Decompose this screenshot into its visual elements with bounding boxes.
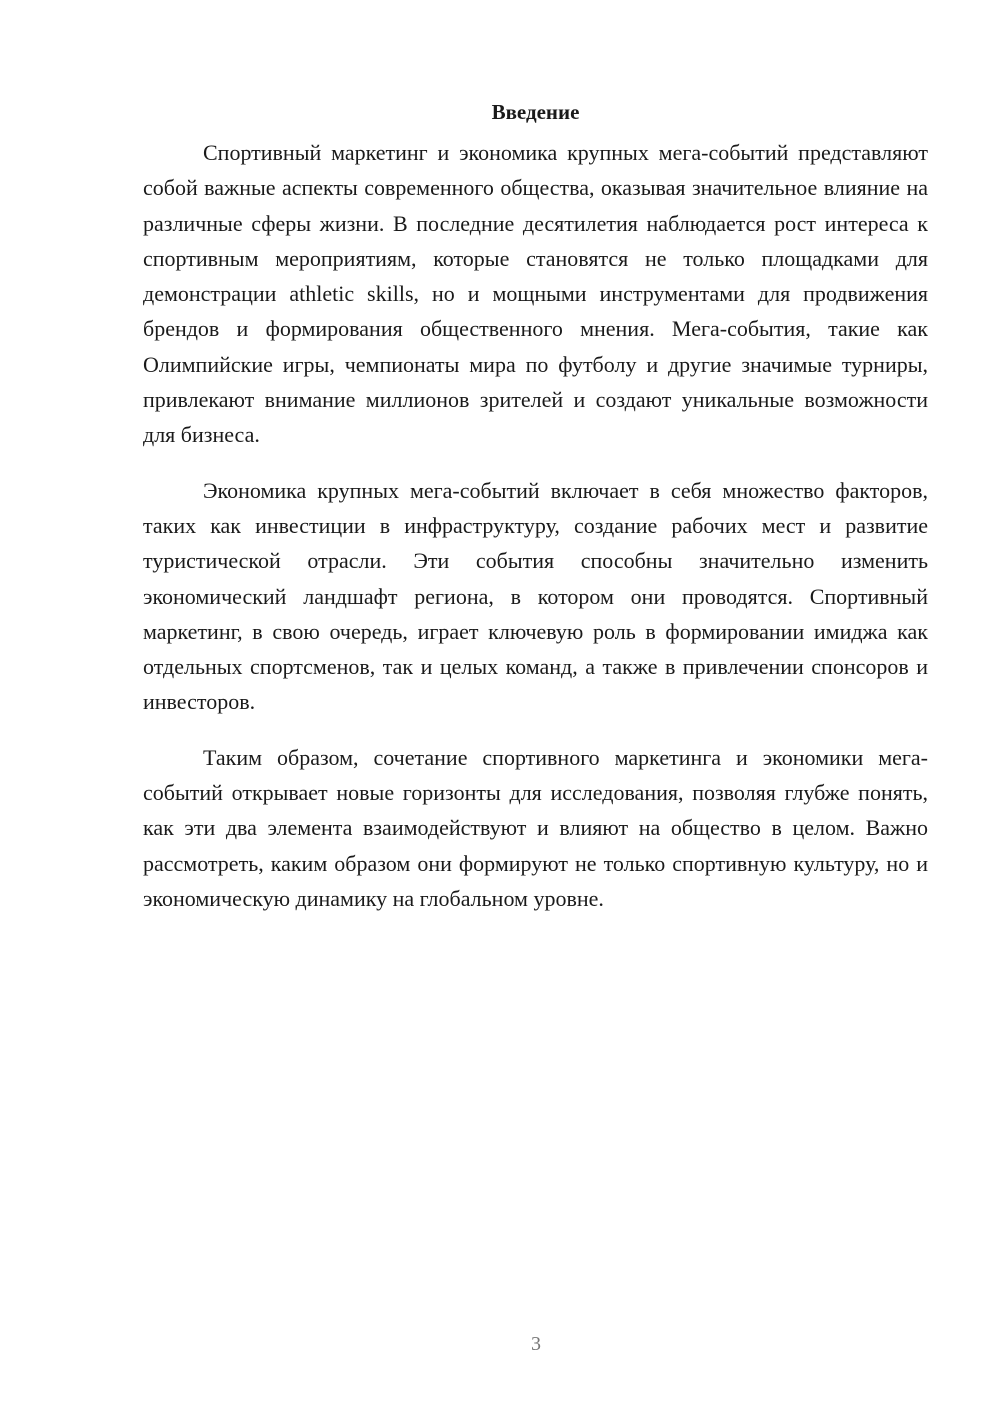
paragraph-2: Экономика крупных мега-событий включает в себя множество факторов, таких как инвестиции в инфраструктуру, создание рабочих мест и развитие туристической отрасли. Эти события способны значительно изменить экономический ландшафт региона, в котором они проводятся. Спортивный маркетинг, в свою очередь, играет ключевую роль в формировании имиджа как отдельных спортсменов, так и целых команд, а также в привлечении спонсоров и инвесторов. bbox=[143, 477, 928, 715]
paragraph-1: Спортивный маркетинг и экономика крупных мега-событий представляют собой важные аспекты современного общества, оказывая значительное влияние на различные сферы жизни. В последние десятилетия наблюдается рост интереса к спортивным мероприятиям, которые становятся не только площадками для демонстрации athletic skills, но и мощными инструментами для продвижения брендов и формирования общественного мнения. Мега-события, такие как Олимпийские игры, чемпионаты мира по футболу и другие значимые турниры, привлекают внимание миллионов зрителей и создают уникальные возможности для бизнеса. bbox=[143, 140, 928, 448]
page-number: 3 bbox=[531, 1333, 541, 1355]
page-content bbox=[143, 95, 928, 936]
section-title: Введение bbox=[491, 100, 580, 124]
paragraph-3: Таким образом, сочетание спортивного маркетинга и экономики мега-событий открывает новые горизонты для исследования, позволяя глубже понять, как эти два элемента взаимодействуют и влияют на общество в целом. Важно рассмотреть, каким образом они формируют не только спортивную культуру, но и экономическую динамику на глобальном уровне. bbox=[143, 744, 928, 911]
